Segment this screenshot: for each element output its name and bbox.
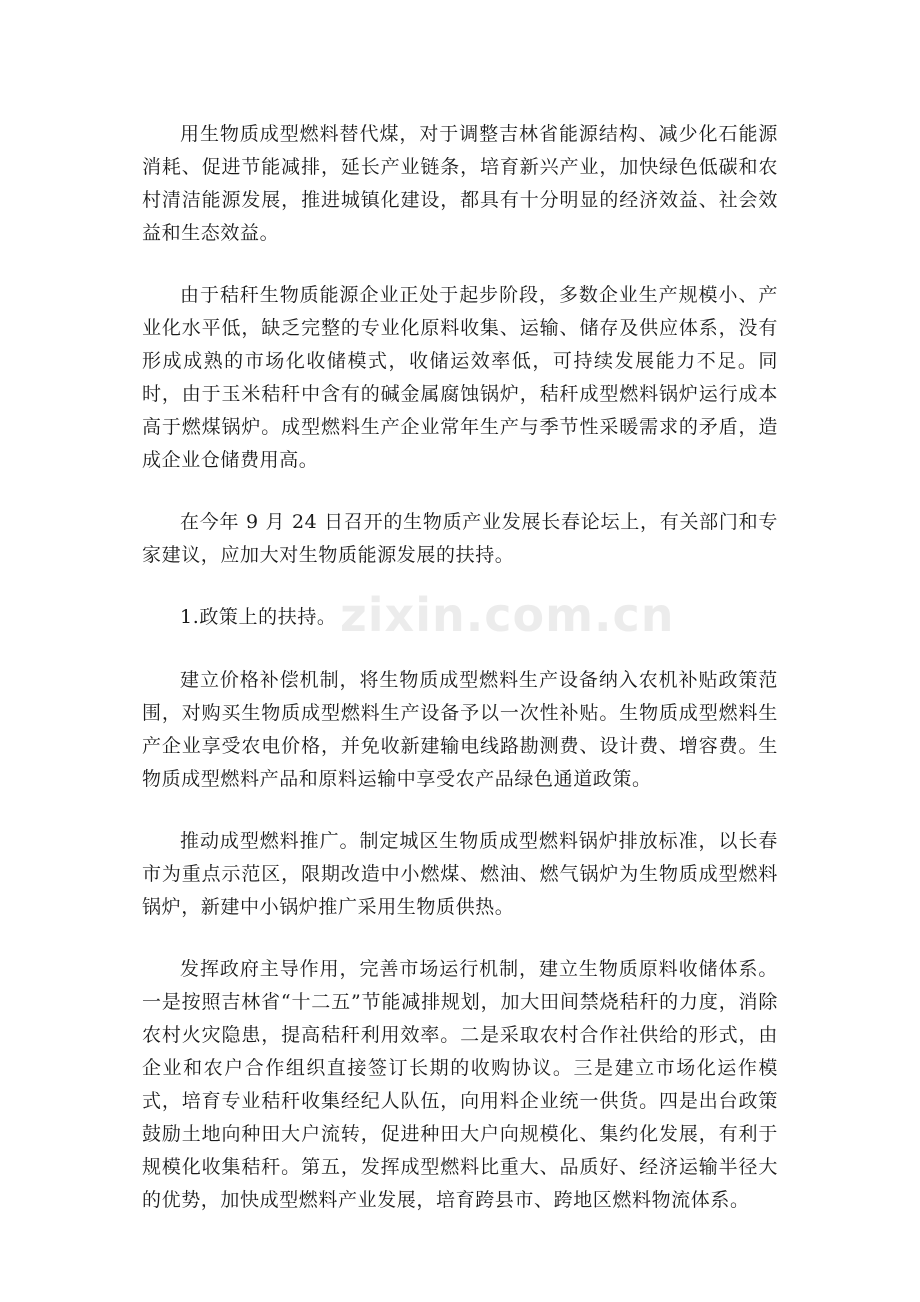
paragraph-7: 发挥政府主导作用，完善市场运行机制，建立生物质原料收储体系。一是按照吉林省“十二五”节能减排规划，加大田间禁烧秸秆的力度，消除农村火灾隐患，提高秸秆利用效率。二是采取农村合作社供给的形式，由企业和农户合作组织直接签订长期的收购协议。三是建立市场化运作模式，培育专业秸秆收集经纪人队伍，向用料企业统一供货。四是出台政策鼓励土地向种田大户流转，促进种田大户向规模化、集约化发展，有利于规模化收集秸秆。第五，发挥成型燃料比重大、品质好、经济运输半径大的优势，加快成型燃料产业发展，培育跨县市、跨地区燃料物流体系。 [142, 958, 778, 1211]
paragraph-6: 推动成型燃料推广。制定城区生物质成型燃料锅炉排放标准，以长春市为重点示范区，限期改造中小燃煤、燃油、燃气锅炉为生物质成型燃料锅炉，新建中小锅炉推广采用生物质供热。 [142, 830, 778, 918]
paragraph-5: 建立价格补偿机制，将生物质成型燃料生产设备纳入农机补贴政策范围，对购买生物质成型燃料生产设备予以一次性补贴。生物质成型燃料生产企业享受农电价格，并免收新建输电线路勘测费、设计费、增容费。生物质成型燃料产品和原料运输中享受农产品绿色通道政策。 [142, 669, 778, 790]
paragraph-3: 在今年 9 月 24 日召开的生物质产业发展长春论坛上，有关部门和专家建议，应加大对生物质能源发展的扶持。 [142, 511, 778, 566]
document-body [142, 118, 778, 1246]
paragraph-2: 由于秸秆生物质能源企业正处于起步阶段，多数企业生产规模小、产业化水平低，缺乏完整的专业化原料收集、运输、储存及供应体系，没有形成成熟的市场化收储模式，收储运效率低，可持续发展能力不足。同时，由于玉米秸秆中含有的碱金属腐蚀锅炉，秸秆成型燃料锅炉运行成本高于燃煤锅炉。成型燃料生产企业常年生产与季节性采暖需求的矛盾，造成企业仓储费用高。 [142, 284, 778, 471]
paragraph-1: 用生物质成型燃料替代煤，对于调整吉林省能源结构、减少化石能源消耗、促进节能减排，延长产业链条，培育新兴产业，加快绿色低碳和农村清洁能源发展，推进城镇化建设，都具有十分明显的经济效益、社会效益和生态效益。 [142, 123, 778, 244]
section-heading-policy-support: 1.政策上的扶持。 [180, 606, 337, 628]
watermark: zixin.com.cn [340, 588, 675, 642]
